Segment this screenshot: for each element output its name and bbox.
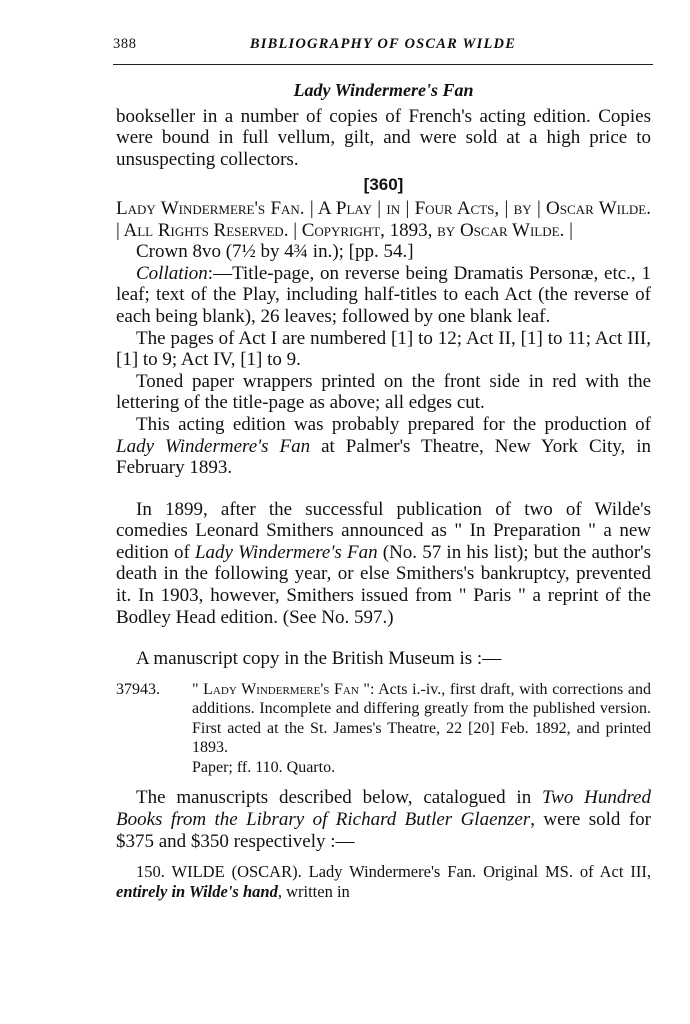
spacer [116, 628, 651, 648]
running-title: BIBLIOGRAPHY OF OSCAR WILDE [249, 36, 517, 52]
lot-150-emph: entirely in Wilde's hand [116, 882, 278, 902]
smithers-paragraph [116, 499, 651, 629]
entry-acting-note [116, 414, 651, 479]
glaenzer-post: , were sold for $375 and $350 respectively :— [116, 808, 651, 852]
lot-150 [116, 862, 651, 902]
glaenzer-paragraph [116, 787, 651, 852]
glaenzer-title: Two Hundred Books from the Library of Richard Butler Glaenzer [116, 787, 651, 830]
lot-150-post: , written in [277, 882, 350, 902]
manuscript-entry [116, 680, 651, 778]
collation-label: Collation [136, 262, 208, 284]
page-body [116, 80, 651, 902]
lot-150-pre: 150. WILDE (OSCAR). Lady Windermere's Fan. Original MS. of Act III, [136, 862, 651, 882]
entry-wrappers-note: Toned paper wrappers printed on the front side in red with the lettering of the title-page as above; all edges cut. [116, 370, 651, 414]
spacer [116, 852, 651, 862]
manuscript-intro: A manuscript copy in the British Museum is :— [136, 648, 502, 670]
page-header [113, 36, 653, 58]
entry-collation [116, 263, 651, 328]
intro-paragraph: bookseller in a number of copies of French's acting edition. Copies were bound in full vellum, gilt, and were sold at a high price to unsuspecting collectors. [116, 105, 651, 170]
manuscript-text: : Acts i.-iv., first draft, with corrections and additions. Incomplete and differing greatly from the published version. First acted at the St. James's Theatre, 22 [20] Feb. 1892, and printed 1893. [192, 680, 651, 757]
section-title: Lady Windermere's Fan [293, 80, 474, 100]
acting-note-title: Lady Windermere's Fan [116, 435, 311, 457]
spacer [116, 479, 651, 499]
manuscript-extent: Paper; ff. 110. Quarto. [192, 758, 336, 776]
entry-format: Crown 8vo (7½ by 4¾ in.); [pp. 54.] [136, 241, 414, 263]
collation-text: :—Title-page, on reverse being Dramatis Personæ, etc., 1 leaf; text of the Play, including half-titles to each Act (the reverse of each being blank), 26 leaves; followed by one blank leaf. [116, 262, 651, 327]
smithers-title: Lady Windermere's Fan [194, 541, 378, 563]
spacer [116, 670, 651, 680]
manuscript-description [192, 680, 651, 778]
acting-note-post: at Palmer's Theatre, New York City, in February 1893. [116, 435, 651, 479]
manuscript-title: " Lady Windermere's Fan " [192, 680, 370, 698]
smithers-pre: In 1899, after the successful publication of two of Wilde's comedies Leonard Smithers announced as " In Preparation " a new edition of [116, 498, 651, 563]
acting-note-pre: This acting edition was probably prepared for the production of [136, 413, 651, 435]
header-rule [113, 64, 653, 65]
entry-number: [360] [363, 175, 404, 195]
manuscript-number: 37943. [116, 680, 160, 698]
entry-title-block: Lady Windermere's Fan. | A Play | in | Four Acts, | by | Oscar Wilde. | All Rights Reserved. | Copyright, 1893, by Oscar Wilde. | [116, 197, 651, 241]
spacer [116, 777, 651, 787]
entry-pages-note: The pages of Act I are numbered [1] to 12; Act II, [1] to 11; Act III, [1] to 9; Act IV, [1] to 9. [116, 327, 651, 371]
smithers-post: (No. 57 in his list); but the author's death in the following year, or else Smithers's bankruptcy, prevented it. In 1903, however, Smithers issued from " Paris " a reprint of the Bodley Head edition. (See No. 597.) [116, 541, 651, 628]
glaenzer-pre: The manuscripts described below, catalogued in [136, 787, 542, 809]
page-number: 388 [113, 36, 137, 52]
